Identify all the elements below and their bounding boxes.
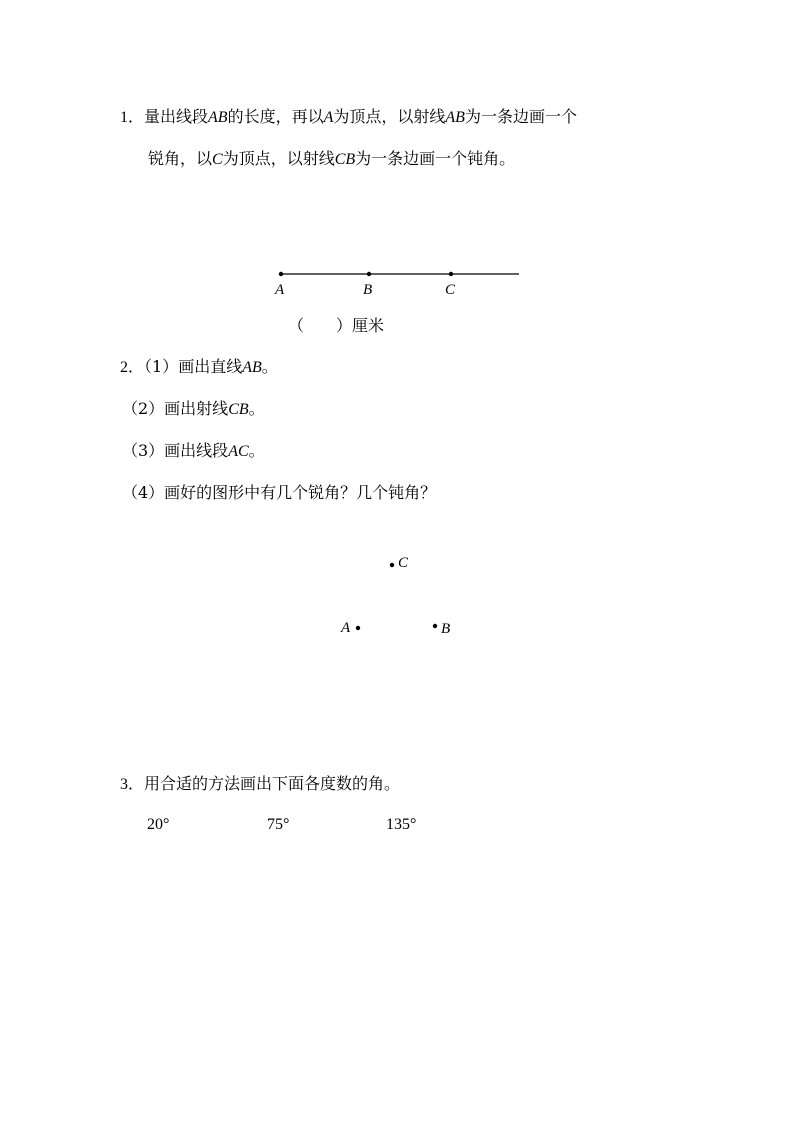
q1-number: 1． <box>120 109 145 126</box>
q2-step2-text: （2）画出射线 <box>122 399 229 418</box>
q2-step1-end: 。 <box>261 357 278 376</box>
q1-var-ab-2: AB <box>445 109 465 126</box>
q2-point-c <box>390 563 394 567</box>
q2-step1-text: （1）画出直线 <box>144 357 243 376</box>
q2-label-c: C <box>398 555 409 571</box>
q2-step1-var: AB <box>242 359 262 376</box>
q1-label-b: B <box>363 282 373 298</box>
q1-var-a: A <box>323 109 334 126</box>
q2-point-b <box>433 624 437 628</box>
q1-label-c: C <box>445 282 456 298</box>
q2-label-b: B <box>441 621 451 637</box>
q2-line2 <box>122 398 265 421</box>
q1-label-a: A <box>275 282 285 298</box>
q1-text-d: 为一条边画一个 <box>464 107 577 126</box>
q2-step2-end: 。 <box>248 399 265 418</box>
q1-text-a: 量出线段 <box>144 107 209 126</box>
q2-step3-var: AC <box>228 443 249 460</box>
q1-answer-blank: （ ）厘米 <box>288 316 385 335</box>
q1-text-e: 锐角，以 <box>148 149 213 168</box>
q1-text-b: 的长度，再以 <box>227 107 324 126</box>
q1-text-c: 为顶点，以射线 <box>333 107 446 126</box>
q3-angle-20: 20° <box>147 816 170 833</box>
q1-point-a <box>279 272 283 276</box>
q1-text-g: 为一条边画一个钝角。 <box>355 149 516 168</box>
q1-var-c: C <box>212 151 223 168</box>
q3-number: 3． <box>120 776 145 793</box>
q2-step3-text: （3）画出线段 <box>122 441 229 460</box>
q1-text-f: 为顶点，以射线 <box>222 149 335 168</box>
q3-angle-75: 75° <box>267 816 290 833</box>
q3-line <box>120 773 400 796</box>
q1-point-b <box>367 272 371 276</box>
q2-line3 <box>122 440 265 463</box>
q2-line4: （4）画好的图形中有几个锐角？几个钝角？ <box>122 483 437 502</box>
q2-line1 <box>120 356 278 379</box>
q2-step2-var: CB <box>228 401 249 418</box>
q3-angle-135: 135° <box>386 816 417 833</box>
q1-point-c <box>449 272 453 276</box>
q1-var-cb: CB <box>334 151 356 168</box>
q2-number: 2． <box>120 359 145 376</box>
q2-step3-end: 。 <box>248 441 265 460</box>
q1-var-ab: AB <box>208 109 228 126</box>
q3-text: 用合适的方法画出下面各度数的角。 <box>144 774 401 793</box>
q2-point-a <box>356 626 360 630</box>
q2-label-a: A <box>341 620 351 636</box>
